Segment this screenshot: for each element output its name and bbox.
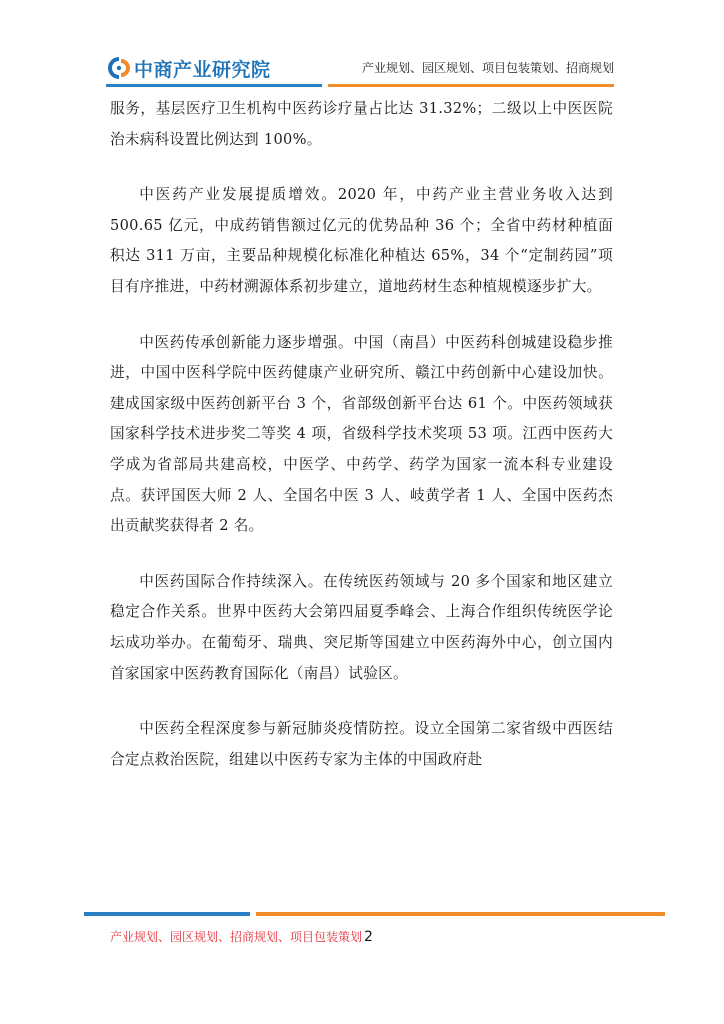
paragraph-international: 中医药国际合作持续深入。在传统医药领域与 20 多个国家和地区建立稳定合作关系。世界中医药大会第四届夏季峰会、上海合作组织传统医学论坛成功举办。在葡萄牙、瑞典、突尼斯等国建立中医药海外中心，创立国内首家国家中医药教育国际化（南昌）试验区。 [110, 572, 613, 682]
footer-divider-orange [256, 912, 665, 916]
company-logo [108, 54, 271, 82]
paragraph-epidemic: 中医药全程深度参与新冠肺炎疫情防控。设立全国第二家省级中西医结合定点救治医院，组建以中医药专家为主体的中国政府赴 [110, 720, 613, 768]
paragraph-innovation: 中医药传承创新能力逐步增强。中国（南昌）中医药科创城建设稳步推进，中国中医科学院中医药健康产业研究所、赣江中药创新中心建设加快。建成国家级中医药创新平台 3 个，省部级创新平台达 61 个。中医药领域获国家科学技术进步奖二等奖 4 项，省级科学技术奖项 53 项。江西中医药大学成为省部局共建高校，中医学、中药学、药学为国家一流本科专业建设点。获评国医大师 2 人、全国名中医 3 人、岐黄学者 1 人、全国中医药杰出贡献奖获得者 2 名。 [110, 333, 613, 535]
document-body [110, 94, 613, 775]
paragraph-industry: 中医药产业发展提质增效。2020 年，中药产业主营业务收入达到 500.65 亿元，中成药销售额过亿元的优势品种 36 个；全省中药材种植面积达 311 万亩，主要品种规模化标准化种植达 65%，34 个“定制药园”项目有序推进，中药材溯源体系初步建立，道地药材生态种植规模逐步扩大。 [110, 186, 613, 295]
logo-text: 中商产业研究院 [134, 58, 271, 81]
page-header [0, 0, 724, 100]
footer-tagline: 产业规划、园区规划、招商规划、项目包装策划 [110, 930, 363, 944]
footer-divider [84, 912, 665, 916]
paragraph-continued: 服务，基层医疗卫生机构中医药诊疗量占比达 31.32%；二级以上中医医院治未病科设置比例达到 100%。 [110, 100, 613, 148]
header-divider-orange [328, 84, 614, 87]
header-divider-blue [106, 84, 322, 87]
cd-logo-icon [108, 57, 130, 79]
footer-divider-blue [84, 912, 250, 916]
page-footer [110, 928, 373, 945]
header-divider [106, 84, 614, 87]
header-tagline: 产业规划、园区规划、项目包装策划、招商规划 [361, 61, 614, 75]
page-number: 2 [364, 929, 373, 945]
